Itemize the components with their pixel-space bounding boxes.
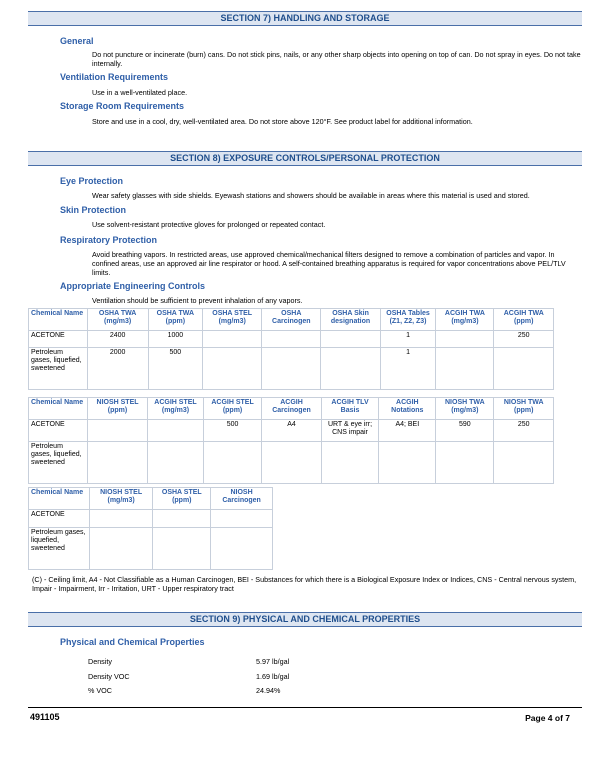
skin-protection-heading: Skin Protection — [60, 205, 127, 215]
table-cell — [436, 442, 494, 484]
table-row — [29, 420, 554, 442]
column-header: ACGIH TWA (ppm) — [494, 309, 554, 331]
column-header: NIOSH STEL (ppm) — [87, 398, 147, 420]
column-header: OSHA STEL (mg/m3) — [203, 309, 262, 331]
column-header: ACGIH STEL (mg/m3) — [148, 398, 203, 420]
table-cell — [148, 442, 203, 484]
table-cell — [153, 528, 211, 570]
column-header: OSHA TWA (mg/m3) — [87, 309, 148, 331]
column-header: OSHA STEL (ppm) — [153, 488, 211, 510]
table-cell — [262, 348, 321, 390]
engineering-controls-text: Ventilation should be sufficient to prevent inhalation of any vapors. — [92, 296, 303, 305]
table-cell — [379, 442, 436, 484]
table-cell: 2400 — [87, 331, 148, 348]
section-7-header: SECTION 7) HANDLING AND STORAGE — [28, 11, 582, 26]
column-header: ACGIH TLV Basis — [321, 398, 379, 420]
table-cell — [321, 442, 379, 484]
storage-heading: Storage Room Requirements — [60, 101, 185, 111]
column-header: ACGIH TWA (mg/m3) — [436, 309, 494, 331]
column-header: OSHA Carcinogen — [262, 309, 321, 331]
document-number: 491105 — [30, 712, 60, 722]
property-label-percent-voc: % VOC — [88, 686, 112, 695]
ventilation-text: Use in a well-ventilated place. — [92, 88, 188, 97]
abbreviations-footnote: (C) - Ceiling limit, A4 - Not Classifiable as a Human Carcinogen, BEI - Substances for which there is a Biological Exposure Index or Indices, CNS - Central nervous system, Impair - Impairment, Irr - Irritation, URT - Upper respiratory tract — [32, 575, 577, 593]
column-header: Chemical Name — [29, 488, 90, 510]
physical-properties-heading: Physical and Chemical Properties — [60, 637, 205, 647]
table-row — [29, 348, 554, 390]
exposure-table-3 — [28, 487, 273, 570]
ventilation-heading: Ventilation Requirements — [60, 72, 169, 82]
property-label-density: Density — [88, 657, 112, 666]
general-text: Do not puncture or incinerate (burn) cans. Do not stick pins, nails, or any other sharp objects into opening on top of can. Do not spray in eyes. Do not take internally. — [92, 50, 581, 68]
table-cell: 250 — [494, 331, 554, 348]
respiratory-protection-text: Avoid breathing vapors. In restricted areas, use approved chemical/mechanical filters designed to remove a combination of particles and vapor. In confined areas, use an approved air line respirator or hood. A self-contained breathing apparatus is required for vapor concentrations above PEL/TLV limits. — [92, 250, 566, 277]
property-value-density-voc: 1.69 lb/gal — [256, 672, 290, 681]
table-cell: 590 — [436, 420, 494, 442]
table-cell: Petroleum gases, liquefied, sweetened — [29, 442, 88, 484]
section-9-header: SECTION 9) PHYSICAL AND CHEMICAL PROPERTIES — [28, 612, 582, 627]
table-cell — [262, 442, 321, 484]
table-cell — [262, 331, 321, 348]
table-cell — [211, 528, 273, 570]
table-row — [29, 510, 273, 528]
table-cell — [494, 348, 554, 390]
general-heading: General — [60, 36, 94, 46]
table-cell: ACETONE — [29, 510, 90, 528]
column-header: NIOSH Carcinogen — [211, 488, 273, 510]
table-cell: 500 — [148, 348, 203, 390]
table-cell: 1000 — [148, 331, 203, 348]
respiratory-protection-heading: Respiratory Protection — [60, 235, 158, 245]
eye-protection-heading: Eye Protection — [60, 176, 124, 186]
table-cell: 250 — [494, 420, 554, 442]
table-cell: 500 — [203, 420, 262, 442]
table-cell — [436, 331, 494, 348]
eye-protection-text: Wear safety glasses with side shields. Eyewash stations and showers should be available in areas where this material is used and stored. — [92, 191, 530, 200]
table-cell — [203, 348, 262, 390]
skin-protection-text: Use solvent-resistant protective gloves for prolonged or repeated contact. — [92, 220, 326, 229]
table-cell — [494, 442, 554, 484]
table-cell — [87, 442, 147, 484]
table-row — [29, 528, 273, 570]
column-header: Chemical Name — [29, 309, 88, 331]
column-header: NIOSH TWA (ppm) — [494, 398, 554, 420]
table-cell — [148, 420, 203, 442]
property-label-density-voc: Density VOC — [88, 672, 130, 681]
table-cell — [89, 510, 153, 528]
table-cell — [203, 442, 262, 484]
table-cell — [321, 348, 380, 390]
table-cell — [211, 510, 273, 528]
column-header: OSHA TWA (ppm) — [148, 309, 203, 331]
table-header-row — [29, 488, 273, 510]
storage-text: Store and use in a cool, dry, well-ventilated area. Do not store above 120°F. See product label for additional information. — [92, 117, 473, 126]
table-row — [29, 331, 554, 348]
table-cell — [153, 510, 211, 528]
table-row — [29, 442, 554, 484]
table-cell: 2000 — [87, 348, 148, 390]
table-cell: 1 — [380, 331, 436, 348]
table-cell: URT & eye irr; CNS impair — [321, 420, 379, 442]
column-header: OSHA Skin designation — [321, 309, 380, 331]
table-cell: 1 — [380, 348, 436, 390]
table-header-row — [29, 398, 554, 420]
footer-divider — [28, 707, 582, 708]
table-cell — [89, 528, 153, 570]
table-cell: ACETONE — [29, 420, 88, 442]
table-cell: A4 — [262, 420, 321, 442]
column-header: ACGIH Notations — [379, 398, 436, 420]
section-8-header: SECTION 8) EXPOSURE CONTROLS/PERSONAL PROTECTION — [28, 151, 582, 166]
engineering-controls-heading: Appropriate Engineering Controls — [60, 281, 206, 291]
column-header: OSHA Tables (Z1, Z2, Z3) — [380, 309, 436, 331]
property-value-density: 5.97 lb/gal — [256, 657, 290, 666]
table-header-row — [29, 309, 554, 331]
table-cell: Petroleum gases, liquefied, sweetened — [29, 528, 90, 570]
exposure-table-1 — [28, 308, 554, 390]
table-cell: Petroleum gases, liquefied, sweetened — [29, 348, 88, 390]
table-cell — [203, 331, 262, 348]
column-header: ACGIH Carcinogen — [262, 398, 321, 420]
page-number: Page 4 of 7 — [525, 713, 570, 723]
property-value-percent-voc: 24.94% — [256, 686, 281, 695]
column-header: ACGIH STEL (ppm) — [203, 398, 262, 420]
column-header: NIOSH STEL (mg/m3) — [89, 488, 153, 510]
table-cell: A4; BEI — [379, 420, 436, 442]
column-header: Chemical Name — [29, 398, 88, 420]
table-cell — [321, 331, 380, 348]
column-header: NIOSH TWA (mg/m3) — [436, 398, 494, 420]
table-cell — [87, 420, 147, 442]
table-cell — [436, 348, 494, 390]
exposure-table-2 — [28, 397, 554, 484]
table-cell: ACETONE — [29, 331, 88, 348]
